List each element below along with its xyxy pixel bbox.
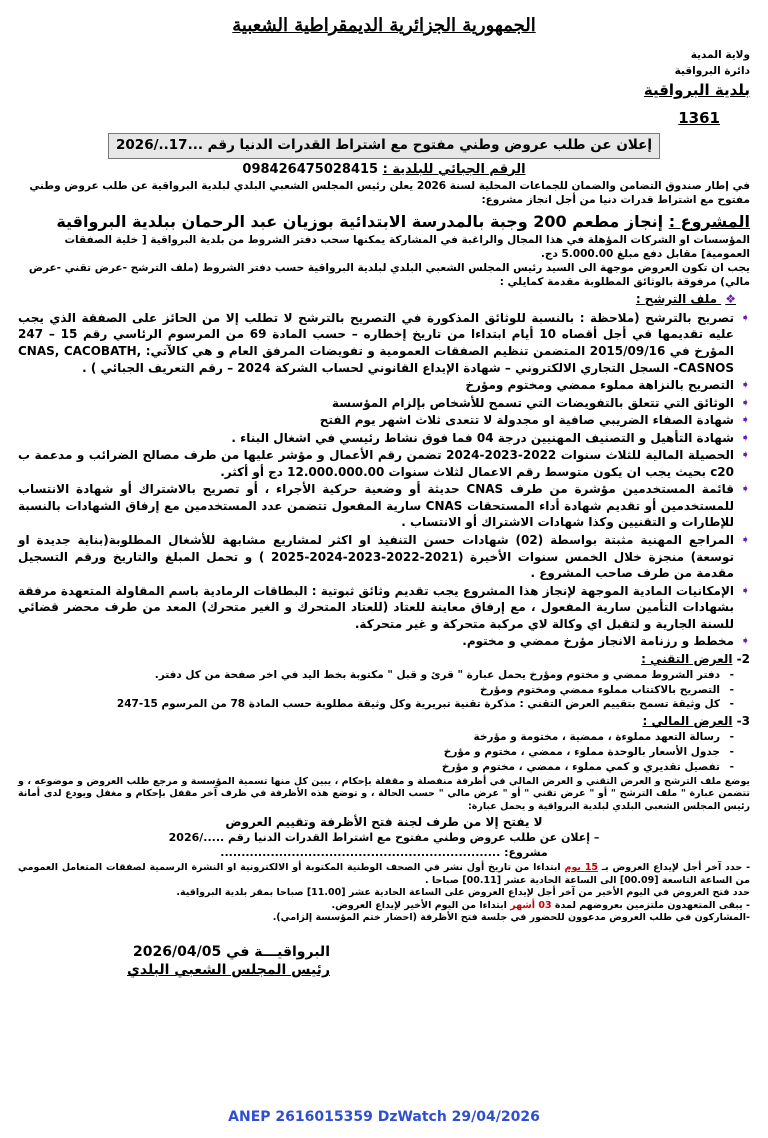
list-item: - كل وثيقة تسمح بتقييم العرض التقني : مذكرة تقنية تبريرية وكل وثيقة مطلوبة حسب المادة 78 من المرسوم 15-247 (18, 698, 720, 712)
wilaya-line: ولاية المدية (690, 48, 750, 61)
list-item: ➧ الوثائق التي تتعلق بالتفويضات التي تسمح للأشخاص بإلزام المؤسسة (18, 395, 734, 412)
deadline-part2: ابتداءا من تاريخ أول نشر في الصحف الوطنية المكتوبة أو الالكترونية او النشرة الرسمية لصفقات المتعامل العمومي من الساعة التاسعة [00.09] الى الساعة الحادية عشر [00.11] صباحا . (18, 862, 750, 886)
signature-title: رئيس المجلس الشعبي البلدي (127, 962, 330, 979)
list-item: - التصريح بالاكتتاب مملوء ممضي ومختوم ومؤرخ (18, 684, 720, 698)
validity-part1: - يبقى المتعهدون ملتزمين بعروضهم لمدة (554, 899, 750, 911)
tax-id-value: 098426475028415 (242, 161, 379, 177)
list-item: ➧ التصريح بالنزاهة مملوء ممضي ومختوم ومؤرخ (18, 377, 734, 394)
daira-line: دائرة البرواقية (674, 64, 750, 77)
republic-title: الجمهورية الجزائرية الديمقراطية الشعبية (232, 15, 536, 36)
list-item: - رسالة التعهد مملوءة ، ممضية ، مختومة و مؤرخة (18, 731, 720, 745)
deadline-paragraph (18, 862, 750, 887)
withdraw-paragraph: المؤسسات او الشركات المؤهلة في هذا المجال والراغبة في المشاركة يمكنها سحب دفتر الشروط من بلدية البرواقية [ خلية الصفقات العمومية] مقابل دفع مبلغ 5.000.00 دج. (64, 233, 750, 260)
project-label: المشروع : (668, 211, 750, 231)
reference-number: 1361 (678, 109, 720, 128)
intro-paragraph: في إطار صندوق التضامن والضمان للجماعات المحلية لسنة 2026 يعلن رئيس المجلس الشعبي البلدي لبلدية البرواقية عن طلب عروض وطني مفتوح مع اشتراط قدرات دنيا من أجل انجاز مشروع: (29, 179, 750, 206)
list-item: ➧ الإمكانيات المادية الموجهة لإنجاز هذا المشروع يجب تقديم وثائق ثبوتية : البطاقات الرمادية باسم المقاولة المتعهدة مرفقة بشهادات التأمين سارية المفعول ، مع إرفاق معاينة للعتاد (للعتاد المتحرك و الغير متحرك) المعد من طرف محضر قضائي للسنة الجارية و لتقبل اي وكالة لاي مركبة متحركة و غير متحركة. (18, 583, 734, 633)
invite-paragraph: -المشاركون في طلب العروض مدعوون للحضور في جلسة فتح الأظرفة (احضار ختم المؤسسة إلزامي). (272, 912, 750, 924)
announce-reference-line: – إعلان عن طلب عروض وطني مفتوح مع اشتراط القدرات الدنيا رقم ...../2026 (168, 831, 600, 845)
validity-months: 03 أشهر (510, 899, 552, 911)
list-item: - جدول الأسعار بالوحدة مملوء ، ممضي ، مختوم و مؤرخ (18, 746, 720, 760)
tax-id-label: الرقم الجبائي للبلدية : (382, 161, 526, 177)
candidature-list (18, 310, 750, 650)
validity-paragraph (18, 900, 750, 913)
envelope-paragraph: يوضع ملف الترشح و العرض التقني و العرض المالي في أظرفة منفصلة و مقفلة بإحكام ، يبين كل منها تسمية المؤسسة و مرجع طلب العروض و موضوعه ، و تتضمن عبارة " ملف الترشح " أو " عرض تقني " أو " عرض مالي " حسب الحالة ، و توضع هذه الأظرفة في ظرف آخر مقفل بإحكام و مغفل ويودع لدى أمانة رئيس المجلس الشعبي البلدي لبلدية البرواقية و يحمل عبارة: (18, 775, 750, 812)
technical-title-text: العرض التقني : (641, 651, 733, 666)
commune-line: بلدية البرواقية (643, 81, 750, 100)
technical-list (18, 669, 750, 713)
financial-title-text: العرض المالي : (642, 714, 733, 729)
star-bullet-icon: ❖ (725, 292, 736, 307)
tax-id (18, 161, 750, 178)
list-item: ➧ الحصيلة المالية للثلاث سنوات 2022-2023-2024 تضمن رقم الأعمال و مؤشر عليها من طرف مصالح الضرائب و مدعمة ب c20 بحيث يجب ان يكون متوسط رقم الاعمال لثلاث سنوات 12.000.000.00 دج أو أكثر. (18, 447, 734, 480)
technical-number: 2- (736, 651, 750, 666)
validity-part2: ابتداءا من اليوم الأخير لإيداع العروض. (331, 899, 507, 911)
list-item: - دفتر الشروط ممضي و مختوم ومؤرخ يحمل عبارة " قرئ و قبل " مكتوبة بخط اليد في اخر صفحة من كل دفتر. (18, 669, 720, 683)
submission-paragraph: يجب ان تكون العروض موجهة الى السيد رئيس المجلس الشعبي البلدي لبلدية البرواقية حسب دفتر الشروط (ملف الترشح -عرض تقني -عرض مالي) مرفوقة بالوثائق المطلوبة مقدمة كمايلي : (28, 262, 750, 289)
project-text: إنجاز مطعم 200 وجبة بالمدرسة الابتدائية بوزيان عبد الرحمان ببلدية البرواقية (56, 211, 664, 231)
list-item: ➧ شهادة الصفاء الضريبي صافية او مجدولة لا تتعدى ثلاث اشهر يوم الفتح (18, 412, 734, 429)
not-open-line: لا يفتح إلا من طرف لجنة فتح الأظرفة وتقييم العروض (225, 815, 543, 830)
list-item: - تفصيل تقديري و كمي مملوء ، ممضي ، مختوم و مؤرخ (18, 761, 720, 775)
publication-footer: ANEP 2616015359 DzWatch 29/04/2026 (228, 1108, 540, 1125)
deadline-part1: - حدد آخر أجل لإيداع العروض بـ (601, 862, 751, 874)
candidature-title (18, 292, 736, 308)
financial-title (18, 714, 750, 730)
list-item: ➧ تصريح بالترشح (ملاحظة : بالنسبة للوثائق المذكورة في التصريح بالترشح لا تطلب إلا من الحائز على الصفقة الذي يجب عليه تقديمها في أجل أقصاه 10 أيام ابتداءا من تاريخ إخطاره – حسب المادة 69 من المرسوم الرئاسي رقم 15 – 247 المؤرخ في 2015/09/16 المتضمن تنظيم الصفقات العمومية و تفويضات المرفق العام و هي كالآتي: CNAS, CACOBATH, CASNOS- السجل التجاري الالكتروني – شهادة الإيداع القانوني لحساب الشركة 2024 – رقم التعريف الجبائي ) . (18, 310, 734, 376)
admin-header (18, 48, 750, 80)
project-placeholder-line: مشروع: ................................................................... (220, 845, 548, 859)
financial-list (18, 731, 750, 775)
list-item: ➧ مخطط و رزنامة الانجاز مؤرخ ممضي و مختوم. (18, 633, 734, 650)
opening-paragraph: حدد فتح العروض في اليوم الأخير من آخر أجل لإيداع العروض على الساعة الحادية عشر [11.00] صباحا بمقر بلدية البرواقية. (176, 887, 750, 899)
list-item: ➧ المراجع المهنية مثبتة بواسطة (02) شهادات حسن التنفيذ او اكثر لمشاريع مشابهة للأشغال المطلوبة(بناية جديدة او توسعة) منجزة خلال الخمس سنوات الأخيرة (2021-2022-2023-2024-2025 ) و تحمل المبلغ والتاريخ ورقم التسجيل مقدمة من طرف صاحب المشروع . (18, 532, 734, 582)
announcement-banner: إعلان عن طلب عروض وطني مفتوح مع اشتراط القدرات الدنيا رقم ...17../2026 (108, 133, 660, 159)
signature-place-date: البرواقيـــة في 2026/04/05 (133, 943, 330, 960)
technical-title (18, 652, 750, 668)
list-item: ➧ شهادة التأهيل و التصنيف المهنيين درجة 04 فما فوق نشاط رئيسي في اشغال البناء . (18, 430, 734, 447)
financial-number: 3- (736, 714, 750, 729)
project-title (18, 211, 750, 232)
deadline-days: 15 يوم (564, 862, 599, 874)
list-item: ➧ قائمة المستخدمين مؤشرة من طرف CNAS حديثة أو وضعية حركية الأجراء ، أو تصريح بالاشتراك أو شهادة الانتساب للمستخدمين أو تقديم شهادة أداء المستحقات CNAS سارية المفعول تتضمن عدد المستخدمين مع إرفاق الشهادات بالنسبة للإطارات و التقنيين وكذا شهادات الاشتراك أو الانتساب . (18, 481, 734, 531)
candidature-title-text: ملف الترشح : (635, 292, 718, 307)
announcement-page (18, 12, 750, 1124)
